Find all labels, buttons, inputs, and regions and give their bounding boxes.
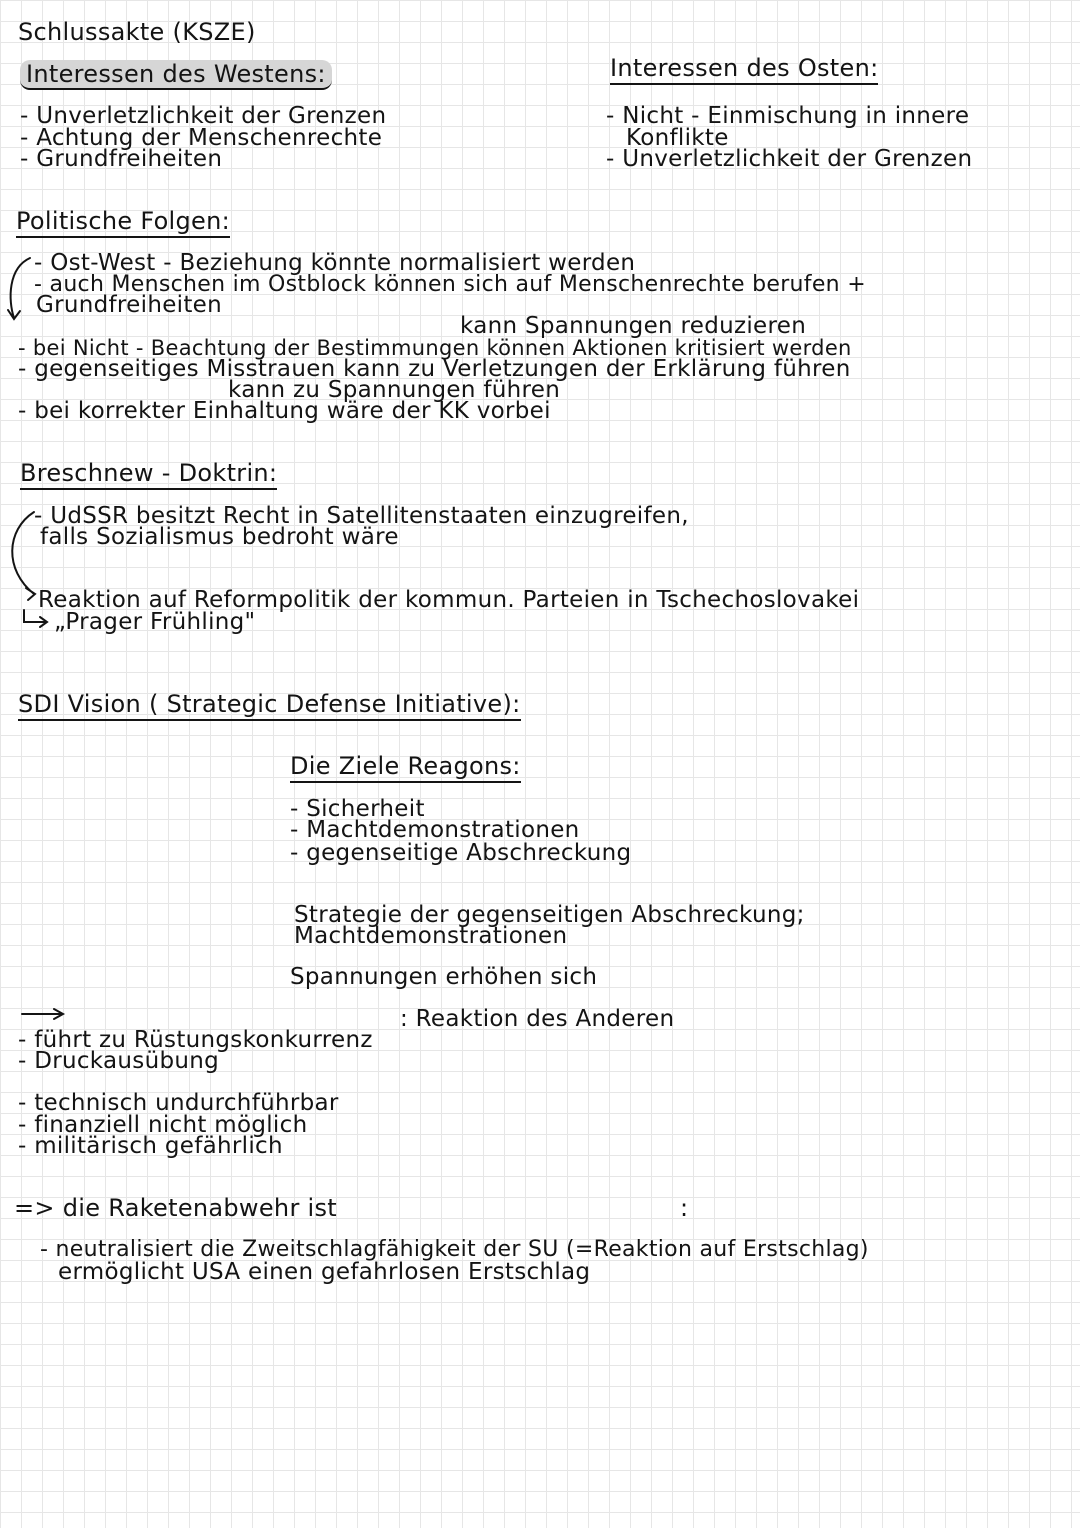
politisch-line-6: - gegenseitiges Misstrauen kann zu Verletzungen der Erklärung führen — [18, 356, 851, 382]
ziele-heading — [290, 754, 521, 778]
ziele-item-3: - gegenseitige Abschreckung — [290, 840, 632, 866]
west-heading-text: Interessen des Westens: — [20, 60, 332, 90]
ziele-heading-text: Die Ziele Reagons: — [290, 752, 521, 783]
politisch-line-7: kann zu Spannungen führen — [228, 377, 561, 403]
fazit-detail-1: - neutralisiert die Zweitschlagfähigkeit der SU (=Reaktion auf Erstschlag) — [40, 1237, 869, 1262]
sdi-arrow — [22, 1009, 63, 1019]
breschnew-line-4: „Prager Frühling" — [54, 609, 256, 635]
sdi-kritik-2: - finanziell nicht möglich — [18, 1112, 308, 1138]
breschnew-bracket — [12, 512, 35, 600]
sdi-heading — [18, 692, 521, 716]
politisch-bracket — [8, 258, 30, 319]
west-item-1: - Unverletzlichkeit der Grenzen — [20, 103, 387, 129]
breschnew-heading — [20, 461, 277, 485]
page-title: Schlussakte (KSZE) — [18, 18, 256, 46]
strategie-line-2: Machtdemonstrationen — [294, 923, 568, 949]
sdi-folge-1: - führt zu Rüstungskonkurrenz — [18, 1027, 373, 1053]
politisch-line-1: - Ost-West - Beziehung könnte normalisiert werden — [34, 250, 636, 276]
sdi-heading-text: SDI Vision ( Strategic Defense Initiative): — [18, 690, 521, 721]
politisch-line-3: Grundfreiheiten — [36, 292, 222, 318]
west-item-3: - Grundfreiheiten — [20, 146, 223, 172]
sdi-kritik-1: - technisch undurchführbar — [18, 1090, 339, 1116]
strategie-line-1: Strategie der gegenseitigen Abschreckung; — [294, 902, 805, 928]
fazit-colon: : — [680, 1194, 689, 1222]
east-item-2: - Unverletzlichkeit der Grenzen — [606, 146, 973, 172]
sdi-kritik-3: - militärisch gefährlich — [18, 1133, 283, 1159]
politisch-heading — [16, 209, 230, 233]
reaktion-line: : Reaktion des Anderen — [400, 1006, 675, 1032]
breschnew-line-3: Reaktion auf Reformpolitik der kommun. Parteien in Tschechoslovakei — [38, 587, 860, 613]
east-item-1: - Nicht - Einmischung in innere — [606, 103, 970, 129]
breschnew-line-1: - UdSSR besitzt Recht in Satellitenstaaten einzugreifen, — [34, 503, 689, 529]
politisch-heading-text: Politische Folgen: — [16, 207, 230, 238]
east-item-1-cont: Konflikte — [626, 125, 729, 151]
east-heading — [610, 56, 878, 80]
politisch-line-2: - auch Menschen im Ostblock können sich auf Menschenrechte berufen + — [34, 272, 866, 297]
breschnew-line-2: falls Sozialismus bedroht wäre — [40, 524, 399, 550]
ziele-item-1: - Sicherheit — [290, 796, 425, 822]
west-item-2: - Achtung der Menschenrechte — [20, 125, 383, 151]
breschnew-heading-text: Breschnew - Doktrin: — [20, 459, 277, 490]
sdi-folge-2: - Druckausübung — [18, 1048, 219, 1074]
politisch-line-5: - bei Nicht - Beachtung der Bestimmungen können Aktionen kritisiert werden — [18, 336, 852, 360]
east-heading-text: Interessen des Osten: — [610, 54, 878, 85]
fazit-detail-2: ermöglicht USA einen gefahrlosen Erstschlag — [58, 1259, 591, 1285]
fazit-line: => die Raketenabwehr ist — [14, 1194, 338, 1222]
spannungen-line: Spannungen erhöhen sich — [290, 964, 598, 990]
politisch-line-4: kann Spannungen reduzieren — [460, 313, 807, 339]
west-heading — [20, 62, 332, 86]
politisch-line-8: - bei korrekter Einhaltung wäre der KK vorbei — [18, 398, 551, 424]
ziele-item-2: - Machtdemonstrationen — [290, 817, 580, 843]
